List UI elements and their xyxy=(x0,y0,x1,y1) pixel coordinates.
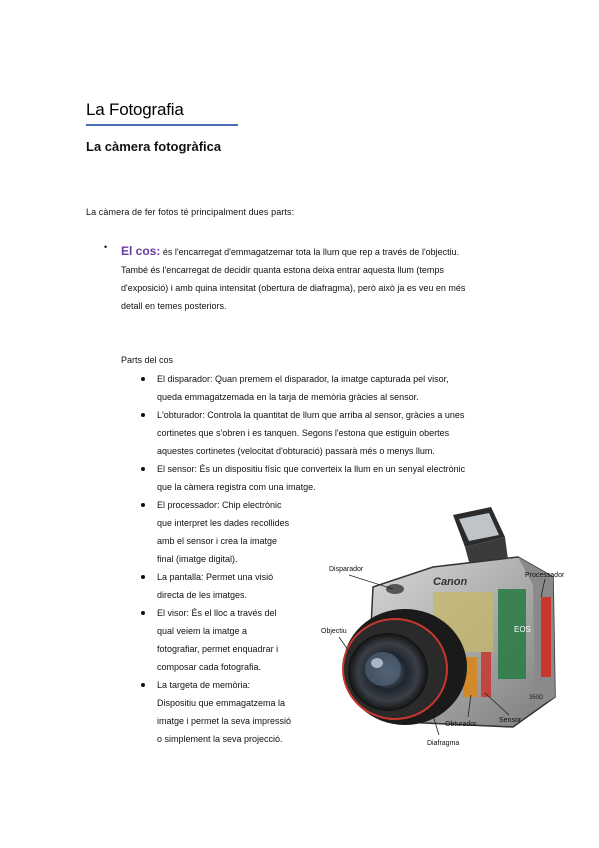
part-item-line: directa de les imatges. xyxy=(157,590,248,600)
section-heading: La càmera fotogràfica xyxy=(86,139,222,154)
body-line: d'exposició) i amb quina intensitat (obertura de diafragma), però això ja es veu en més xyxy=(121,283,466,293)
bullet-icon xyxy=(141,413,145,417)
part-item-line: imatge i permet la seva impressió xyxy=(157,716,292,726)
body-line: és l'encarregat d'emmagatzemar tota la llum que rep a través de l'objectiu. xyxy=(162,247,460,257)
body-term: El cos: xyxy=(121,244,161,258)
label-objectiu: Objectiu xyxy=(321,628,347,635)
part-item-line: final (imatge digital). xyxy=(157,554,238,564)
part-item-line: El processador: Chip electrònic xyxy=(157,500,282,510)
part-item-line: El disparador: Quan premem el disparador, la imatge capturada pel visor, xyxy=(157,374,449,384)
part-item-line: La targeta de memòria: xyxy=(157,680,251,690)
camera-cutaway-image xyxy=(313,497,579,753)
part-item-line: composar cada fotografia. xyxy=(157,662,262,672)
label-sensor: Sensor xyxy=(499,717,522,724)
camera-badge-text: 350D xyxy=(529,695,544,701)
part-item-line: amb el sensor i crea la imatge xyxy=(157,536,278,546)
bullet-icon xyxy=(141,683,145,687)
label-diafragma: Diafragma xyxy=(427,740,460,747)
label-obturador: Obturador xyxy=(445,721,477,728)
part-item-line: La pantalla: Permet una visió xyxy=(157,572,274,582)
part-item-line: aquestes cortinetes (velocitat d'obturació) passarà més o menys llum. xyxy=(157,446,435,456)
label-processador: Processador xyxy=(525,572,565,579)
part-item-line: El sensor: És un dispositiu físic que converteix la llum en un senyal electrònic xyxy=(157,464,466,474)
label-disparador: Disparador xyxy=(329,566,364,573)
body-description xyxy=(121,242,513,315)
part-item-line: o simplement la seva projecció. xyxy=(157,734,283,744)
bullet-icon xyxy=(141,503,145,507)
part-item-line: que la càmera registra com una imatge. xyxy=(157,482,316,492)
part-item-line: fotografiar, permet enquadrar i xyxy=(157,644,279,654)
bullet-icon xyxy=(141,377,145,381)
camera-brand-text: Canon xyxy=(433,576,468,588)
part-item-line: queda emmagatzemada en la tarja de memòria gràcies al sensor. xyxy=(157,392,419,402)
processor-board xyxy=(498,589,526,679)
memory-card xyxy=(541,597,551,677)
part-item-line: El visor: És el lloc a través del xyxy=(157,608,277,618)
body-line: detall en temes posteriors. xyxy=(121,301,227,311)
shutter-button xyxy=(386,584,404,594)
part-item-line: Dispositiu que emmagatzema la xyxy=(157,698,286,708)
bullet-icon: • xyxy=(104,242,108,252)
title-underline xyxy=(86,124,238,126)
bullet-icon xyxy=(141,575,145,579)
body-line: També és l'encarregat de decidir quanta estona deixa entrar aquesta llum (temps xyxy=(121,265,444,275)
page-title: La Fotografia xyxy=(86,100,184,119)
part-item-line: L'obturador: Controla la quantitat de llum que arriba al sensor, gràcies a unes xyxy=(157,410,465,420)
lens-assembly xyxy=(343,609,467,725)
part-item-line: que interpret les dades recollides xyxy=(157,518,290,528)
parts-heading: Parts del cos xyxy=(121,355,174,365)
bullet-icon xyxy=(141,467,145,471)
intro-paragraph: La càmera de fer fotos té principalment dues parts: xyxy=(86,207,295,217)
part-item-line: cortinetes que s'obren i es tanquen. Segons l'estona que estiguin obertes xyxy=(157,428,450,438)
part-item-line: qual veiem la imatge a xyxy=(157,626,248,636)
camera-model-text: EOS xyxy=(514,625,531,634)
bullet-icon xyxy=(141,611,145,615)
